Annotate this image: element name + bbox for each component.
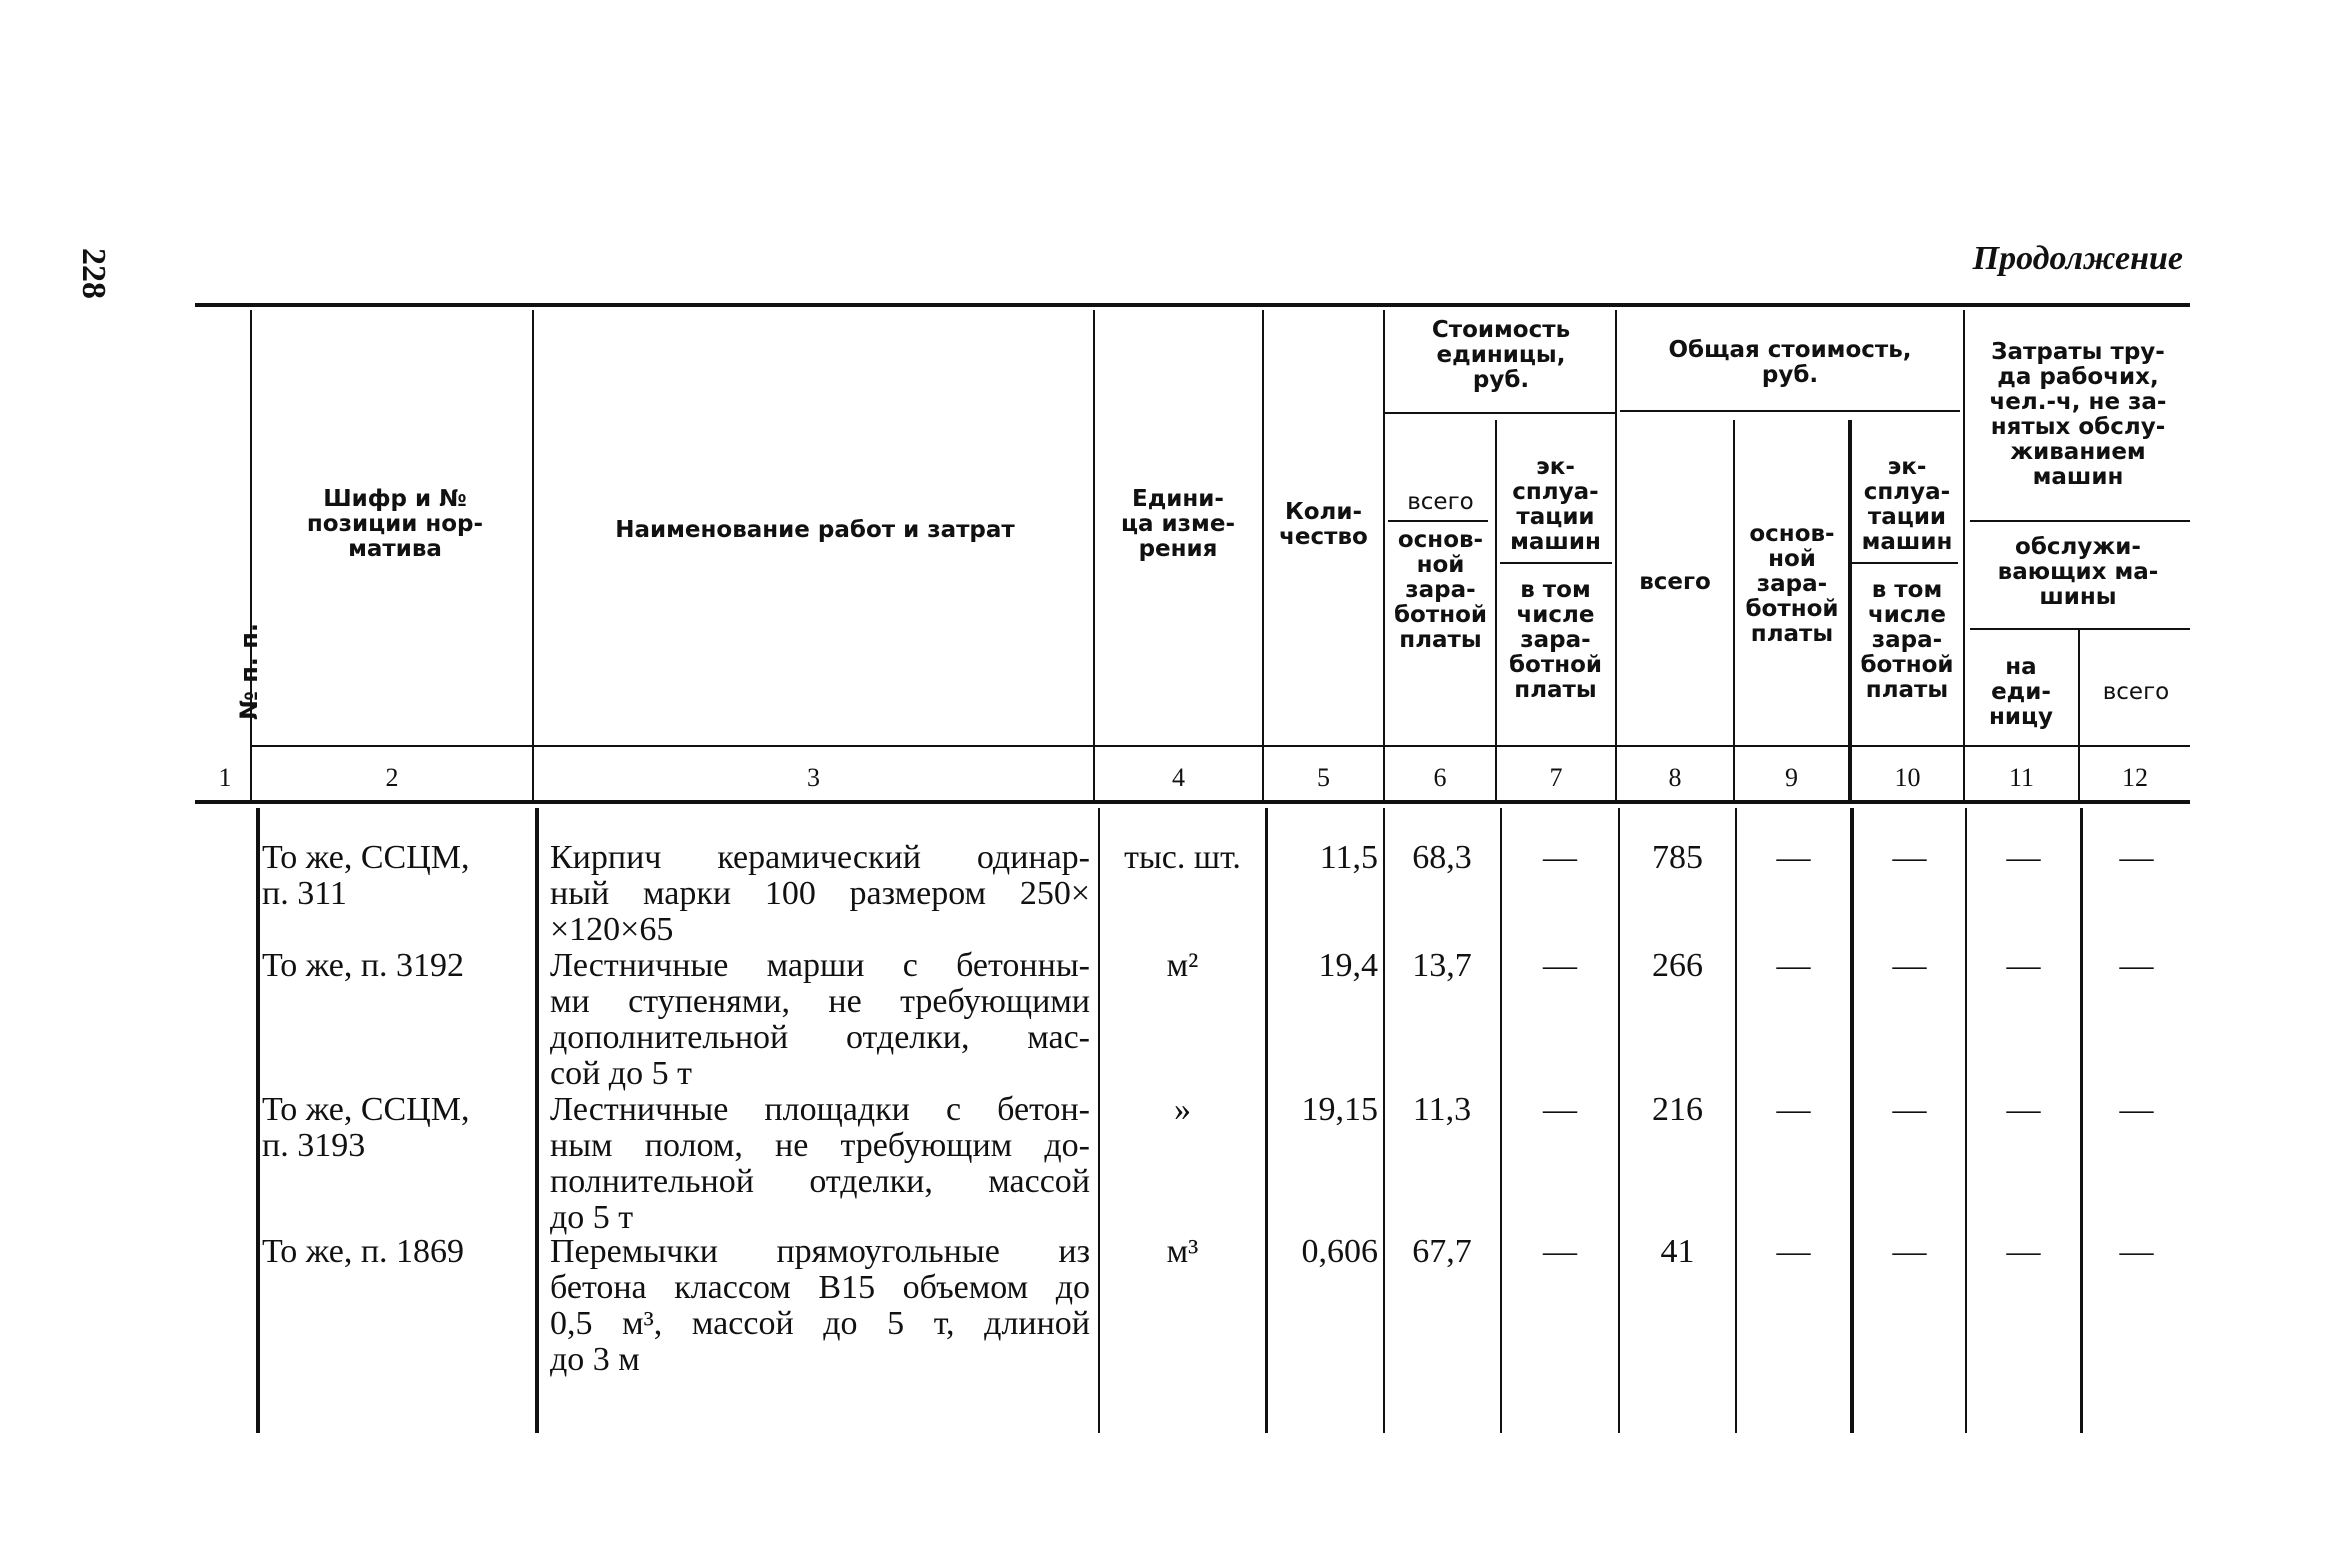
header-total-cost-machines: эк- сплуа- тации машин — [1861, 454, 1953, 555]
header-unit: Едини- ца изме- рения — [1120, 486, 1235, 562]
table-row-code: То же, п. 1869 — [262, 1233, 465, 1270]
table-row-total-mach: — — [1892, 947, 1927, 984]
column-number: 12 — [2122, 763, 2148, 792]
table-row-unit-total: 68,3 — [1412, 839, 1472, 876]
header-name: Наименование работ и затрат — [615, 517, 1015, 543]
header-vline — [532, 310, 534, 800]
header-quantity: Коли- чество — [1279, 499, 1368, 550]
table-row-total-basic: — — [1776, 947, 1811, 984]
table-row-unit-total: 11,3 — [1412, 1091, 1472, 1128]
table-row-unit-mach: — — [1543, 1233, 1577, 1270]
column-number: 11 — [2008, 763, 2035, 792]
total-cost-rule — [1620, 410, 1960, 412]
column-number: 2 — [385, 763, 399, 792]
header-code: Шифр и № позиции нор- матива — [306, 486, 484, 562]
table-row-total: 41 — [1660, 1233, 1695, 1270]
table-row-total-mach: — — [1892, 1091, 1927, 1128]
table-row-unit: м³ — [1166, 1233, 1199, 1270]
table-row-labor-total: — — [2119, 839, 2154, 876]
header-total-cost-basic: основ- ной зара- ботной платы — [1745, 521, 1839, 647]
table-row-code: То же, п. 3192 — [262, 947, 465, 984]
table-top-rule — [195, 303, 2190, 307]
unit-cost-rule — [1385, 412, 1615, 414]
labor-rule — [1970, 520, 2190, 522]
header-unit-cost: Стоимость единицы, руб. — [1431, 317, 1571, 393]
header-unit-cost-total: всего — [1407, 489, 1474, 515]
table-row-name: Лестничные марши с бетонны- ми ступенями, не требующими дополнительной отделки, мас- сой до 5 т — [550, 947, 1090, 1092]
table-row-total-mach: — — [1892, 839, 1927, 876]
total-cost-mach-rule — [1850, 562, 1958, 564]
table-row-code: То же, ССЦМ, п. 311 — [262, 839, 470, 912]
body-vline — [256, 808, 260, 1433]
header-vline — [1495, 420, 1497, 800]
table-row-code: То же, ССЦМ, п. 3193 — [262, 1091, 470, 1164]
header-labor: Затраты тру- да рабочих, чел.-ч, не за- нятых обслу- живанием машин — [1989, 339, 2167, 490]
column-number: 9 — [1785, 763, 1798, 792]
header-vline — [1848, 420, 1852, 800]
header-vline — [1615, 310, 1617, 800]
table-row-name: Лестничные площадки с бетон- ным полом, не требующим до- полнительной отделки, массой до 5 т — [550, 1091, 1090, 1236]
header-unit-cost-machines-wage: в том числе зара- ботной платы — [1509, 577, 1602, 703]
table-row-unit-total: 13,7 — [1412, 947, 1472, 984]
column-number: 4 — [1172, 763, 1185, 792]
header-total-cost-machines-wage: в том числе зара- ботной платы — [1860, 577, 1954, 703]
table-row-unit-total: 67,7 — [1412, 1233, 1472, 1270]
table-row-unit-mach: — — [1543, 839, 1577, 876]
column-number: 10 — [1894, 763, 1921, 792]
column-number: 8 — [1668, 763, 1682, 792]
table-row-qty: 19,15 — [1301, 1091, 1378, 1128]
table-row-total: 785 — [1652, 839, 1703, 876]
table-row-labor-unit: — — [2006, 839, 2041, 876]
table-row-labor-total: — — [2119, 1091, 2154, 1128]
header-total-cost: Общая стоимость, руб. — [1668, 337, 1912, 388]
header-vline — [1733, 420, 1735, 800]
unit-cost-total-rule — [1388, 520, 1488, 522]
table-row-qty: 0,606 — [1301, 1233, 1378, 1270]
header-row-number: № п. п. — [235, 623, 263, 720]
column-number: 7 — [1549, 763, 1563, 792]
table-row-total-mach: — — [1892, 1233, 1927, 1270]
header-vline — [250, 310, 252, 800]
numbers-bottom-rule — [195, 800, 2190, 804]
header-total-cost-total: всего — [1639, 569, 1711, 595]
column-number: 6 — [1433, 763, 1447, 792]
page-number: 228 — [75, 248, 112, 299]
body-vline — [535, 808, 539, 1433]
table-row-total: 266 — [1652, 947, 1703, 984]
continuation-label: Продолжение — [1972, 240, 2183, 277]
body-vline — [1383, 808, 1385, 1433]
table-row-total-basic: — — [1776, 839, 1811, 876]
table-row-unit: » — [1174, 1091, 1191, 1128]
table-row-unit-mach: — — [1543, 947, 1577, 984]
unit-cost-mach-rule — [1500, 562, 1612, 564]
header-labor-total: всего — [2102, 679, 2170, 705]
table-row-unit: тыс. шт. — [1124, 839, 1241, 876]
header-bottom-rule — [250, 745, 2190, 747]
table-row-total: 216 — [1652, 1091, 1703, 1128]
table-row-unit: м² — [1166, 947, 1199, 984]
table-row-qty: 19,4 — [1318, 947, 1378, 984]
header-unit-cost-machines: эк- сплуа- тации машин — [1510, 454, 1601, 555]
table-row-labor-unit: — — [2006, 1233, 2041, 1270]
header-vline — [1093, 310, 1095, 800]
header-unit-cost-basic: основ- ной зара- ботной платы — [1394, 527, 1487, 653]
table-row-total-basic: — — [1776, 1233, 1811, 1270]
column-number: 5 — [1317, 763, 1330, 792]
body-vline — [1265, 808, 1268, 1433]
table-row-labor-unit: — — [2006, 1091, 2041, 1128]
table-row-name: Кирпич керамический одинар- ный марки 100 размером 250× ×120×65 — [550, 839, 1090, 948]
table-row-labor-total: — — [2119, 947, 2154, 984]
table-row-unit-mach: — — [1543, 1091, 1577, 1128]
header-vline — [1963, 310, 1965, 800]
table-row-qty: 11,5 — [1319, 839, 1378, 876]
header-vline — [1383, 310, 1385, 800]
column-number: 3 — [807, 763, 820, 792]
header-vline — [1262, 310, 1264, 800]
column-number: 1 — [218, 763, 232, 792]
header-labor-service: обслужи- вающих ма- шины — [1997, 534, 2159, 610]
header-labor-per-unit: на еди- ницу — [1988, 654, 2054, 730]
table-row-total-basic: — — [1776, 1091, 1811, 1128]
labor-service-rule — [1970, 628, 2190, 630]
table-row-name: Перемычки прямоугольные из бетона классом B15 объемом до 0,5 м³, массой до 5 т, длиной до 3 м — [550, 1233, 1090, 1378]
table-row-labor-total: — — [2119, 1233, 2154, 1270]
table-row-labor-unit: — — [2006, 947, 2041, 984]
